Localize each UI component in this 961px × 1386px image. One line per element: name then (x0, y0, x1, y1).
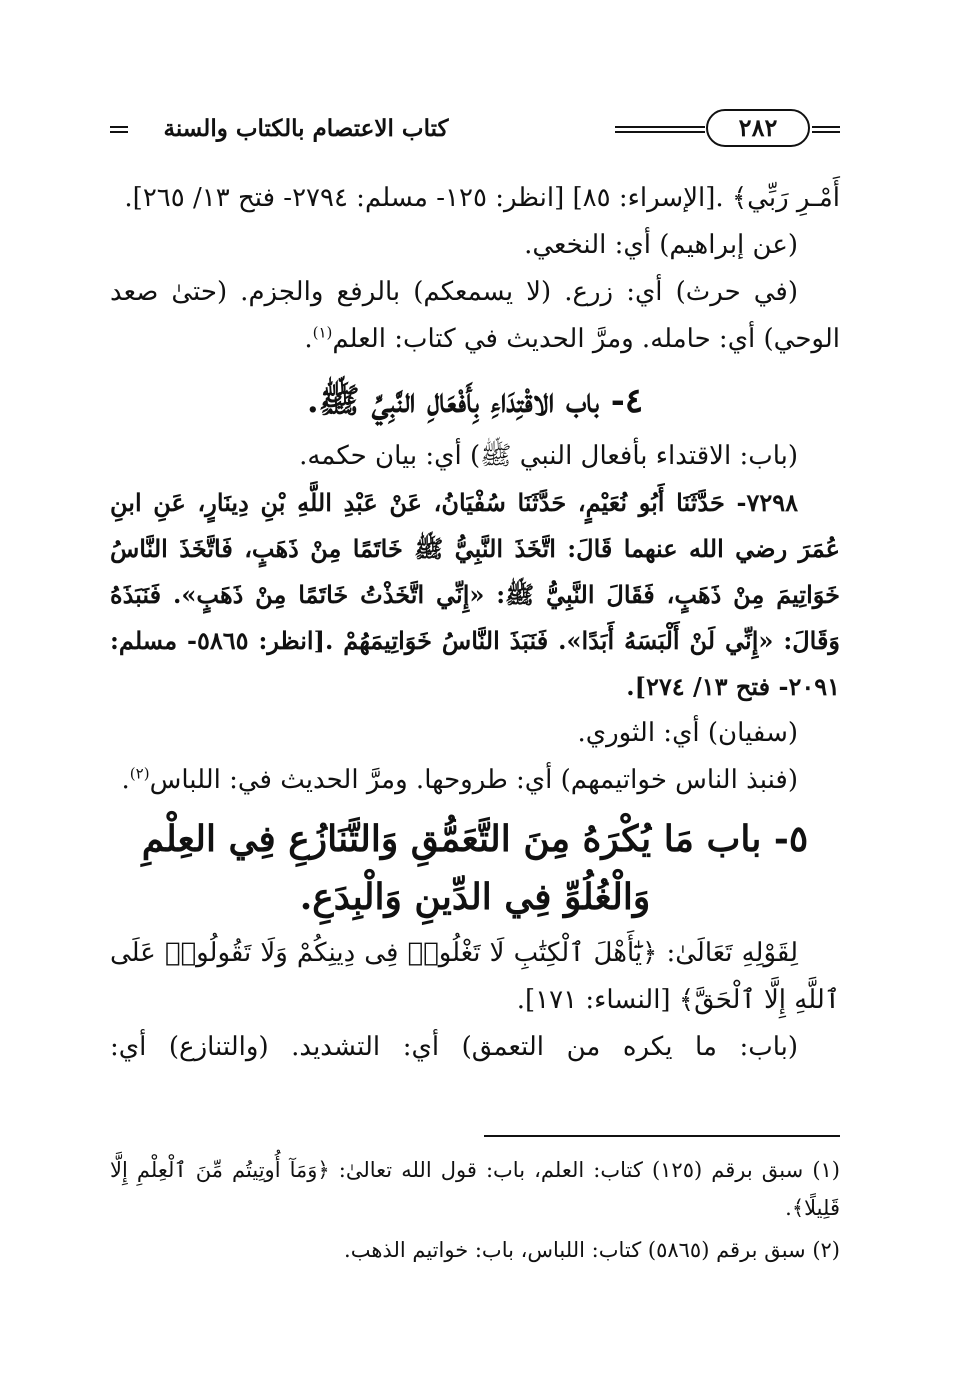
running-header (110, 107, 840, 151)
paragraph-harth-end: . (304, 324, 313, 354)
book-title: كتاب الاعتصام بالكتاب والسنة (163, 115, 449, 142)
header-rule-right (812, 126, 840, 133)
paragraph-quran-ref: أَمْـرِ رَبِّي﴾ .[الإسراء: ٨٥] [انظر: ١٢٥- مسلم: ٢٧٩٤- فتح ١٣/ ٢٦٥]. (124, 183, 840, 213)
header-rule-left (110, 126, 128, 133)
footnote-ref-1[interactable]: (١) (312, 323, 333, 342)
header-rule-middle (615, 126, 705, 133)
paragraph-chapter-4-explanation: (باب: الاقتداء بأفعال النبي ﷺ) أي: بيان حكمه. (299, 441, 798, 471)
chapter-4-title: ٤- باب الاقْتِدَاءِ بِأَفْعَالِ النَّبِيِّ ﷺ. (306, 381, 644, 421)
paragraph-quran-verse: لِقَوْلِهِ تَعَالَىٰ: ﴿يَٰٓأَهْلَ ٱلْكِتَٰبِ لَا تَغْلُوا۟ فِى دِينِكُمْ وَلَا تَقُولُوا۟ عَلَى ٱللَّهِ إِلَّا ٱلْحَقَّ﴾ [النساء: ١٧١]. (110, 938, 840, 1015)
paragraph-nabadha-text: (فنبذ الناس خواتيمهم) أي: طروحها. ومرَّ الحديث في: اللباس (149, 765, 798, 795)
paragraph-sufyan: (سفيان) أي: الثوري. (577, 718, 798, 748)
book-page (110, 95, 840, 1345)
main-text (110, 175, 840, 1071)
chapter-5-title: ٥- باب مَا يُكْرَهُ مِنَ التَّعَمُّقِ وَالتَّنَازُعِ فِي العِلْمِ وَالْغُلُوِّ فِي الدِّينِ وَالْبِدَعِ. (141, 818, 809, 918)
paragraph-ibrahim: (عن إبراهيم) أي: النخعي. (524, 230, 798, 260)
page-number: ٢٨٢ (706, 109, 810, 147)
paragraph-harth-text: (في حرث) أي: زرع. (لا يسمعكم) بالرفع والجزم. (حتىٰ صعد الوحي) أي: حامله. ومرَّ الحديث في كتاب: العلم (110, 277, 840, 354)
footnote-ref-2[interactable]: (٢) (129, 764, 150, 783)
paragraph-harth (110, 269, 840, 363)
paragraph-nabadha (110, 757, 840, 804)
footnotes (110, 1135, 840, 1273)
footnote-list (110, 1151, 840, 1269)
paragraph-nabadha-end: . (121, 765, 130, 795)
footnote-1: (١) سبق برقم (١٢٥) كتاب: العلم، باب: قول الله تعالىٰ: ﴿وَمَآ أُوتِيتُم مِّنَ ٱلْعِلْمِ إِلَّا قَلِيلًا﴾. (110, 1158, 840, 1220)
footnote-2: (٢) سبق برقم (٥٨٦٥) كتاب: اللباس، باب: خواتيم الذهب. (344, 1238, 840, 1262)
hadith-7298: ٧٢٩٨- حَدَّثَنَا أَبُو نُعَيْمٍ، حَدَّثَنَا سُفْيَانُ، عَنْ عَبْدِ اللَّهِ بْنِ دِينَارٍ، عَنِ ابنِ عُمَرَ رضي الله عنهما قَالَ: اتَّخَذَ النَّبِيُّ ﷺ خَاتَمًا مِنْ ذَهَبٍ، فَاتَّخَذَ النَّاسُ خَوَاتِيمَ مِنْ ذَهَبٍ، فَقَالَ النَّبِيُّ ﷺ: «إِنِّي اتَّخَذْتُ خَاتَمًا مِنْ ذَهَبٍ». فَنَبَذَهُ وَقَالَ: «إِنِّي لَنْ أَلْبَسَهُ أَبَدًا». فَنَبَذَ النَّاسُ خَوَاتِيمَهُمْ .[انظر: ٥٨٦٥- مسلم: ٢٠٩١- فتح ١٣/ ٢٧٤]. (110, 488, 841, 701)
paragraph-ta-ammuq: (باب: ما يكره من التعمق) أي: التشديد. (والتنازع) أي: (110, 1032, 798, 1062)
footnote-separator (484, 1135, 840, 1137)
